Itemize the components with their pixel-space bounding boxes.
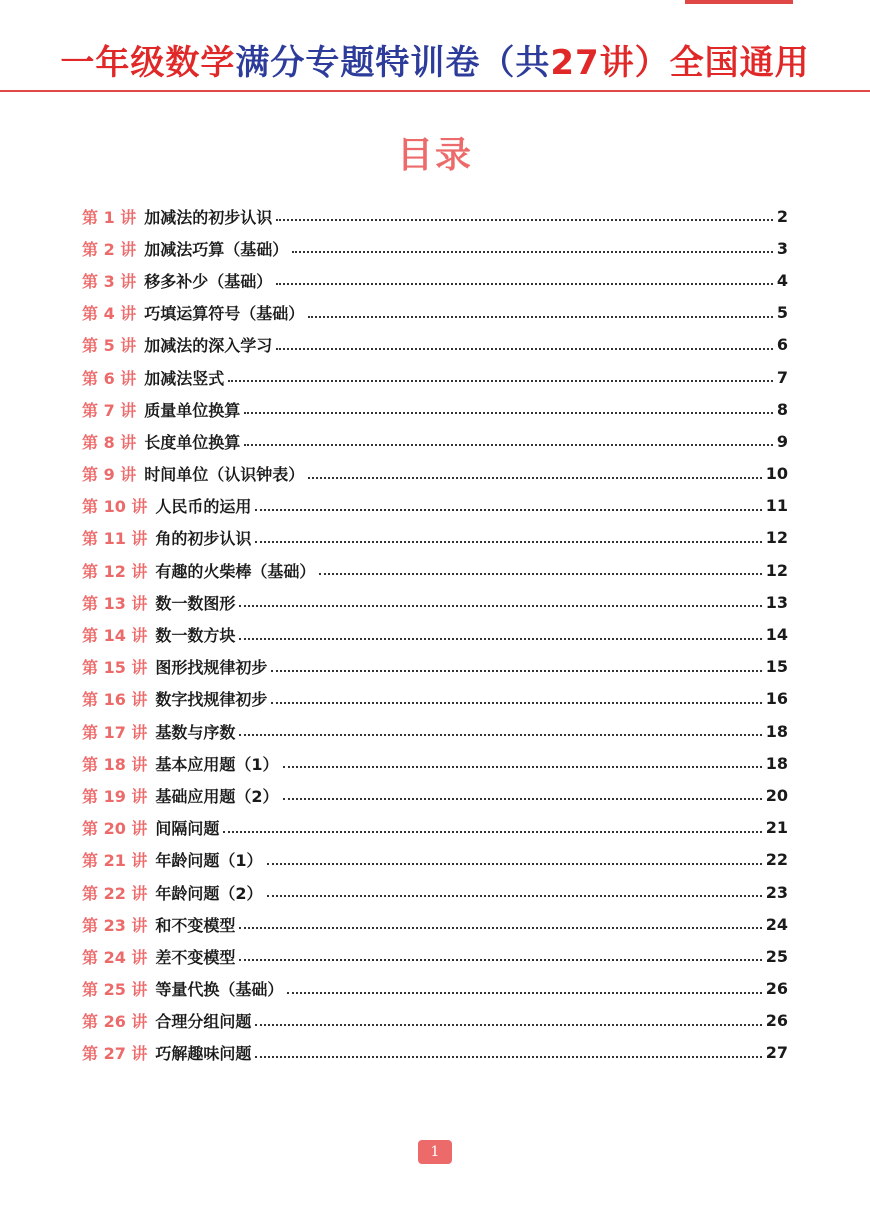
toc-entry-page: 6 bbox=[776, 335, 788, 355]
toc-entry-page: 7 bbox=[776, 367, 788, 387]
toc-entry-number: 第 12 讲 bbox=[82, 561, 148, 581]
toc-dot-leader bbox=[319, 573, 761, 575]
toc-entry-number: 第 13 讲 bbox=[82, 593, 148, 613]
toc-dot-leader bbox=[255, 1056, 761, 1058]
toc-entry-page: 15 bbox=[765, 657, 788, 677]
toc-entry-title: 长度单位换算 bbox=[144, 432, 241, 452]
toc-dot-leader bbox=[287, 992, 761, 994]
toc-entry-number: 第 20 讲 bbox=[82, 819, 148, 839]
toc-entry[interactable] bbox=[82, 876, 788, 908]
toc-dot-leader bbox=[276, 348, 773, 350]
toc-entry-number: 第 10 讲 bbox=[82, 497, 148, 517]
toc-entry-number: 第 8 讲 bbox=[82, 432, 137, 452]
toc-entry-number: 第 23 讲 bbox=[82, 915, 148, 935]
toc-dot-leader bbox=[267, 863, 762, 865]
header-title-part3: 27讲）全国通用 bbox=[550, 43, 810, 83]
toc-entry-title: 加减法竖式 bbox=[144, 368, 225, 388]
toc-entry-title: 时间单位（认识钟表） bbox=[144, 465, 305, 485]
toc-dot-leader bbox=[283, 766, 762, 768]
toc-entry[interactable] bbox=[82, 329, 788, 361]
toc-entry[interactable] bbox=[82, 200, 788, 232]
toc-entry-number: 第 14 讲 bbox=[82, 626, 148, 646]
toc-entry-title: 等量代换（基础） bbox=[155, 980, 284, 1000]
toc-entry-title: 数字找规律初步 bbox=[155, 690, 268, 710]
toc-entry[interactable] bbox=[82, 683, 788, 715]
toc-entry[interactable] bbox=[82, 1005, 788, 1037]
toc-entry-number: 第 15 讲 bbox=[82, 658, 148, 678]
toc-entry-title: 角的初步认识 bbox=[155, 529, 252, 549]
toc-entry-page: 2 bbox=[776, 206, 788, 226]
toc-entry-page: 27 bbox=[765, 1043, 788, 1063]
toc-entry-page: 18 bbox=[765, 721, 788, 741]
toc-entry-title: 巧填运算符号（基础） bbox=[144, 304, 305, 324]
toc-entry-title: 移多补少（基础） bbox=[144, 271, 273, 291]
toc-entry-page: 18 bbox=[765, 753, 788, 773]
header-title-part1: 一年级数学 bbox=[60, 43, 236, 83]
toc-dot-leader bbox=[255, 509, 761, 511]
toc-entry-number: 第 2 讲 bbox=[82, 239, 137, 259]
toc-entry-title: 巧解趣味问题 bbox=[155, 1044, 252, 1064]
toc-entry-title: 年龄问题（1） bbox=[155, 851, 263, 871]
toc-entry[interactable] bbox=[82, 1037, 788, 1069]
toc-entry-page: 21 bbox=[765, 818, 788, 838]
toc-entry[interactable] bbox=[82, 715, 788, 747]
toc-entry-page: 12 bbox=[765, 528, 788, 548]
toc-title: 目录 bbox=[396, 135, 473, 176]
toc-entry-page: 16 bbox=[765, 689, 788, 709]
top-accent-bar bbox=[685, 0, 793, 4]
toc-entry-page: 14 bbox=[765, 625, 788, 645]
toc-entry-page: 26 bbox=[765, 979, 788, 999]
toc-entry-page: 3 bbox=[776, 238, 788, 258]
toc-entry-page: 22 bbox=[765, 850, 788, 870]
toc-entry[interactable] bbox=[82, 940, 788, 972]
toc-entry-title: 基础应用题（2） bbox=[155, 786, 279, 806]
toc-entry-title: 加减法的初步认识 bbox=[144, 207, 273, 227]
toc-dot-leader bbox=[244, 412, 773, 414]
toc-entry[interactable] bbox=[82, 973, 788, 1005]
toc-entry[interactable] bbox=[82, 618, 788, 650]
toc-entry-page: 11 bbox=[765, 496, 788, 516]
toc-dot-leader bbox=[239, 605, 761, 607]
toc-entry-number: 第 26 讲 bbox=[82, 1012, 148, 1032]
toc-entry-title: 图形找规律初步 bbox=[155, 658, 268, 678]
toc-entry[interactable] bbox=[82, 264, 788, 296]
toc-entry-title: 基数与序数 bbox=[155, 722, 236, 742]
toc-entry-number: 第 25 讲 bbox=[82, 980, 148, 1000]
toc-entry-title: 数一数图形 bbox=[155, 593, 236, 613]
toc-entry-page: 9 bbox=[776, 431, 788, 451]
toc-entry-title: 基本应用题（1） bbox=[155, 754, 279, 774]
toc-entry-number: 第 22 讲 bbox=[82, 883, 148, 903]
toc-entry[interactable] bbox=[82, 361, 788, 393]
toc-entry-number: 第 16 讲 bbox=[82, 690, 148, 710]
toc-entry-number: 第 5 讲 bbox=[82, 336, 137, 356]
toc-dot-leader bbox=[308, 316, 773, 318]
toc-dot-leader bbox=[255, 1024, 761, 1026]
toc-entry[interactable] bbox=[82, 586, 788, 618]
toc-entry[interactable] bbox=[82, 393, 788, 425]
toc-entry-page: 24 bbox=[765, 914, 788, 934]
toc-dot-leader bbox=[223, 831, 761, 833]
toc-entry-number: 第 1 讲 bbox=[82, 207, 137, 227]
toc-entry-title: 加减法的深入学习 bbox=[144, 336, 273, 356]
toc-dot-leader bbox=[228, 380, 773, 382]
toc-dot-leader bbox=[239, 959, 761, 961]
header-divider bbox=[0, 90, 870, 92]
toc-entry-title: 和不变模型 bbox=[155, 915, 236, 935]
toc-entry-page: 12 bbox=[765, 560, 788, 580]
toc-entry[interactable] bbox=[82, 844, 788, 876]
toc-entry-number: 第 6 讲 bbox=[82, 368, 137, 388]
toc-dot-leader bbox=[292, 251, 773, 253]
toc-dot-leader bbox=[283, 798, 762, 800]
toc-entry[interactable] bbox=[82, 812, 788, 844]
toc-entry-number: 第 11 讲 bbox=[82, 529, 148, 549]
toc-entry[interactable] bbox=[82, 554, 788, 586]
toc-dot-leader bbox=[239, 734, 761, 736]
toc-entry-number: 第 7 讲 bbox=[82, 400, 137, 420]
toc-entry-page: 4 bbox=[776, 270, 788, 290]
toc-dot-leader bbox=[239, 927, 761, 929]
toc-dot-leader bbox=[308, 477, 761, 479]
toc-entry-number: 第 9 讲 bbox=[82, 465, 137, 485]
page-number-badge: 1 bbox=[418, 1140, 452, 1164]
toc-dot-leader bbox=[255, 541, 761, 543]
toc-entry-page: 25 bbox=[765, 946, 788, 966]
toc-entry-number: 第 3 讲 bbox=[82, 271, 137, 291]
toc-entry-page: 20 bbox=[765, 785, 788, 805]
toc-entry[interactable] bbox=[82, 425, 788, 457]
toc-entry[interactable] bbox=[82, 522, 788, 554]
toc-entry[interactable] bbox=[82, 651, 788, 683]
toc-list bbox=[82, 200, 788, 1069]
toc-dot-leader bbox=[239, 638, 761, 640]
toc-entry[interactable] bbox=[82, 297, 788, 329]
toc-dot-leader bbox=[244, 444, 773, 446]
toc-dot-leader bbox=[271, 670, 761, 672]
toc-dot-leader bbox=[267, 895, 762, 897]
toc-dot-leader bbox=[276, 283, 773, 285]
toc-entry-number: 第 4 讲 bbox=[82, 304, 137, 324]
toc-entry[interactable] bbox=[82, 458, 788, 490]
toc-entry-page: 13 bbox=[765, 592, 788, 612]
toc-entry-number: 第 17 讲 bbox=[82, 722, 148, 742]
toc-entry-title: 间隔问题 bbox=[155, 819, 220, 839]
toc-entry[interactable] bbox=[82, 490, 788, 522]
toc-entry-number: 第 24 讲 bbox=[82, 947, 148, 967]
header-title bbox=[0, 38, 870, 88]
toc-entry-page: 26 bbox=[765, 1011, 788, 1031]
toc-entry-page: 23 bbox=[765, 882, 788, 902]
toc-entry-page: 5 bbox=[776, 303, 788, 323]
toc-entry-title: 数一数方块 bbox=[155, 626, 236, 646]
toc-dot-leader bbox=[276, 219, 773, 221]
toc-entry-title: 年龄问题（2） bbox=[155, 883, 263, 903]
toc-entry-title: 差不变模型 bbox=[155, 947, 236, 967]
toc-entry[interactable] bbox=[82, 747, 788, 779]
toc-entry-title: 质量单位换算 bbox=[144, 400, 241, 420]
toc-entry-number: 第 21 讲 bbox=[82, 851, 148, 871]
toc-entry-title: 加减法巧算（基础） bbox=[144, 239, 289, 259]
toc-entry-title: 人民币的运用 bbox=[155, 497, 252, 517]
toc-entry-title: 合理分组问题 bbox=[155, 1012, 252, 1032]
toc-entry-page: 8 bbox=[776, 399, 788, 419]
toc-entry-title: 有趣的火柴棒（基础） bbox=[155, 561, 316, 581]
header-title-part2: 满分专题特训卷（共 bbox=[235, 43, 551, 83]
toc-entry-number: 第 19 讲 bbox=[82, 786, 148, 806]
toc-entry[interactable] bbox=[82, 232, 788, 264]
toc-entry[interactable] bbox=[82, 908, 788, 940]
toc-entry-number: 第 18 讲 bbox=[82, 754, 148, 774]
toc-entry-page: 10 bbox=[765, 464, 788, 484]
toc-entry-number: 第 27 讲 bbox=[82, 1044, 148, 1064]
toc-entry[interactable] bbox=[82, 779, 788, 811]
toc-dot-leader bbox=[271, 702, 761, 704]
